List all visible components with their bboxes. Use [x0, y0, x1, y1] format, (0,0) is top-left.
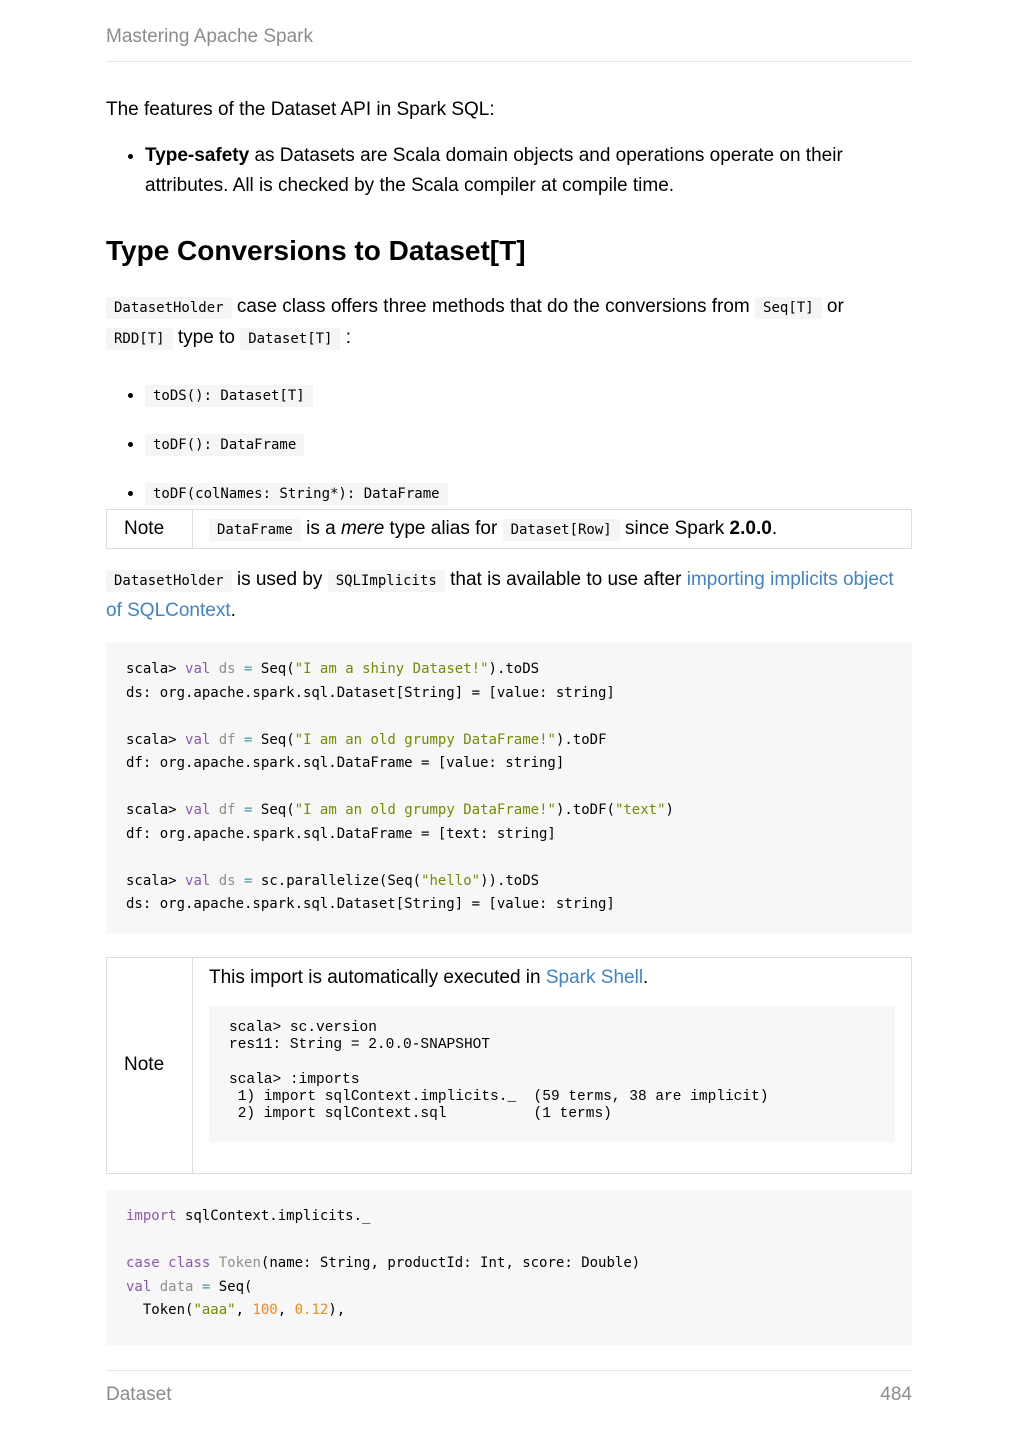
feature-term: Type-safety	[145, 145, 250, 166]
note-label: Note	[107, 510, 193, 548]
conversion-paragraph: DatasetHolder case class offers three methods that do the conversions from Seq[T] or RDD[T] type to Dataset[T] :	[106, 292, 912, 354]
method-code: toDF(colNames: String*): DataFrame	[145, 483, 448, 505]
method-code: toDF(): DataFrame	[145, 434, 304, 456]
methods-list	[106, 371, 448, 518]
note-box	[106, 957, 912, 1174]
note-label: Note	[107, 958, 193, 1173]
chapter-name: Dataset	[106, 1384, 172, 1405]
page-number: 484	[880, 1384, 912, 1405]
inline-code: RDD[T]	[106, 328, 173, 350]
inline-code: DataFrame	[209, 519, 301, 541]
inline-code: DatasetHolder	[106, 570, 232, 592]
note-text: DataFrame is a mere type alias for Dataset[Row] since Spark 2.0.0.	[209, 514, 777, 545]
implicits-link[interactable]: importing implicits object of SQLContext	[106, 569, 894, 621]
code-content: scala> val ds = Seq("I am a shiny Dataset!").toDS ds: org.apache.spark.sql.Dataset[String] = [value: string] scala> val df = Seq("I am an old grumpy DataFrame!").toDF df: org.apache.spark.sql.DataFrame = [value: string] scala> val df = Seq("I am an old grumpy DataFrame!").toDF("text") df: org.apache.spark.sql.DataFrame = [text: string] scala> val ds = sc.parallelize(Seq("hello")).toDS ds: org.apache.spark.sql.Dataset[String] = [value: string]	[126, 661, 674, 912]
code-block	[106, 643, 912, 934]
page-header	[106, 24, 912, 62]
note-code: scala> sc.version res11: String = 2.0.0-SNAPSHOT scala> :imports 1) import sqlContext.implicits._ (59 terms, 38 are implicit) 2) import sqlContext.sql (1 terms)	[229, 1020, 769, 1123]
method-code: toDS(): Dataset[T]	[145, 385, 313, 407]
book-title: Mastering Apache Spark	[106, 26, 314, 47]
note-code-block	[209, 1006, 895, 1142]
list-item	[145, 141, 912, 201]
note-text: This import is automatically executed in Spark Shell.	[209, 967, 649, 988]
inline-code: Seq[T]	[755, 297, 822, 319]
inline-code: DatasetHolder	[106, 297, 232, 319]
section-title: Type Conversions to Dataset[T]	[106, 235, 526, 266]
spark-shell-link[interactable]: Spark Shell	[545, 967, 644, 988]
list-item	[145, 420, 448, 469]
page-footer	[106, 1370, 912, 1405]
code-content: import sqlContext.implicits._ case class Token(name: String, productId: Int, score: Double) val data = Seq( Token("aaa", 100, 0.12),	[126, 1208, 641, 1318]
usage-paragraph: DatasetHolder is used by SQLImplicits that is available to use after importing implicits object of SQLContext.	[106, 569, 894, 621]
inline-code: Dataset[T]	[240, 328, 340, 350]
feature-text: as Datasets are Scala domain objects and operations operate on their attributes. All is checked by the Scala compiler at compile time.	[145, 145, 843, 196]
list-item	[145, 371, 448, 420]
inline-code: Dataset[Row]	[503, 519, 620, 541]
inline-code: SQLImplicits	[328, 570, 445, 592]
feature-list	[106, 141, 912, 201]
note-box	[106, 509, 912, 549]
intro-paragraph: The features of the Dataset API in Spark SQL:	[106, 99, 495, 120]
code-block	[106, 1190, 912, 1345]
